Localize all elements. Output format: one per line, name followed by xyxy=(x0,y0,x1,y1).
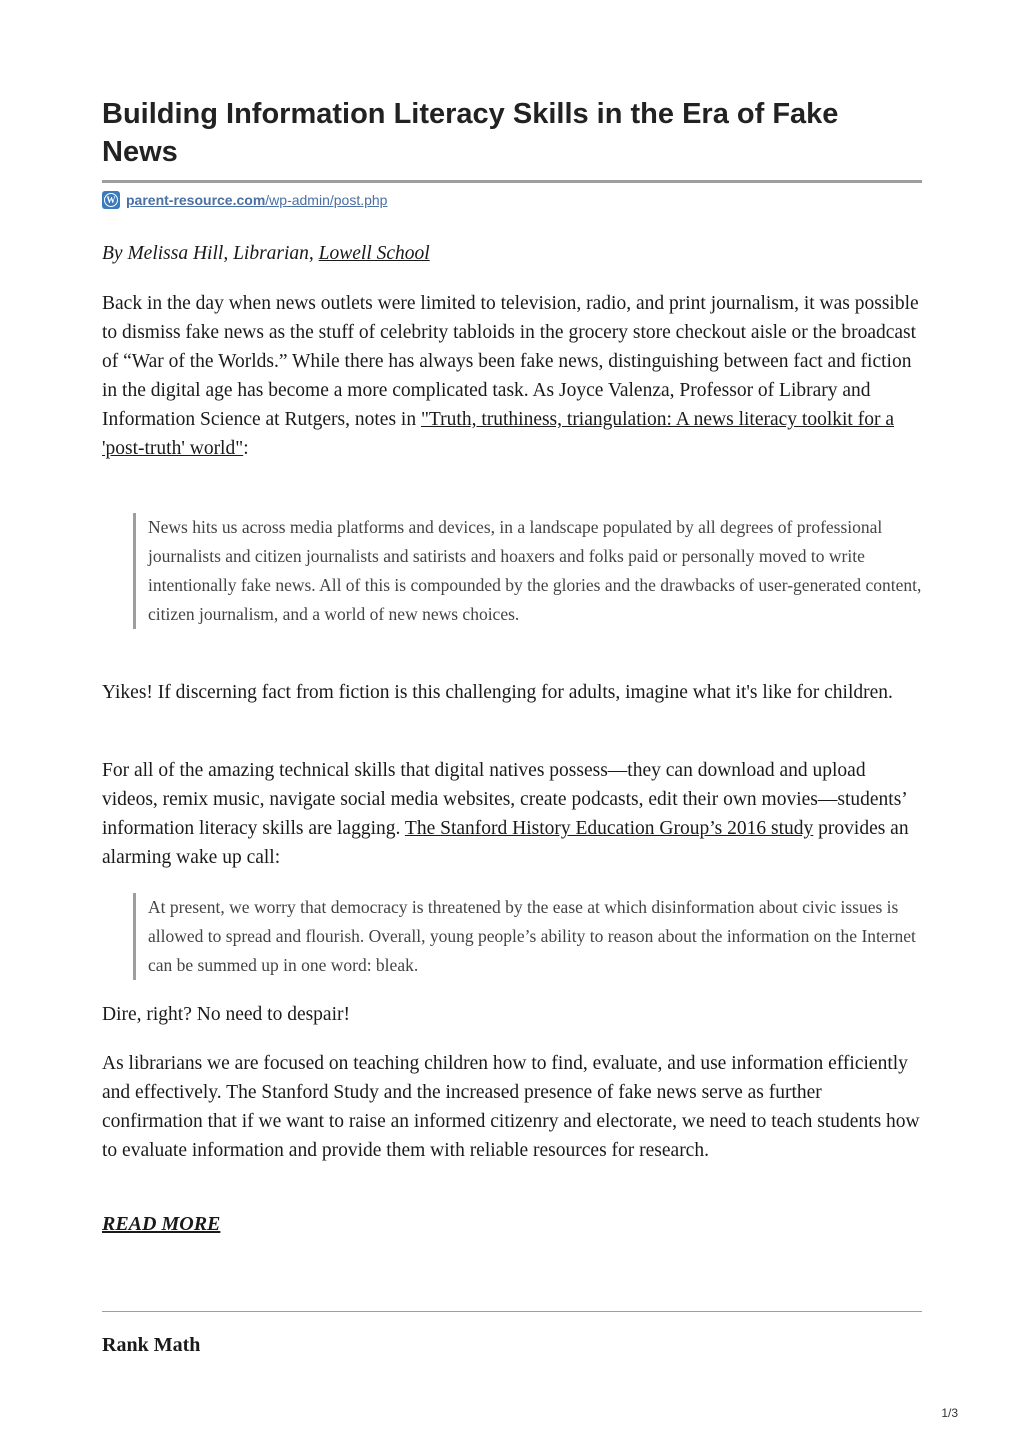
article-title: Building Information Literacy Skills in the Era of Fake News xyxy=(102,98,839,168)
blockquote-stanford: At present, we worry that democracy is threatened by the ease at which disinformation about civic issues is allowed to spread and flourish. Overall, young people’s ability to reason about the information on the Internet can be summed up in one word: bleak. xyxy=(133,893,922,980)
paragraph-intro xyxy=(102,289,922,463)
wordpress-icon: W xyxy=(102,191,120,209)
stanford-study-link[interactable]: The Stanford History Education Group’s 2016 study xyxy=(404,818,814,839)
paragraph-digital-natives-text: For all of the amazing technical skills that digital natives possess—they can download and upload videos, remix music, navigate social media websites, create podcasts, edit their own movies—students’ information literacy skills are lagging. xyxy=(102,760,907,839)
source-domain[interactable]: parent-resource.com xyxy=(126,192,266,208)
source-url[interactable] xyxy=(102,190,387,210)
read-more-link[interactable]: READ MORE xyxy=(102,1213,221,1235)
blockquote-valenza: News hits us across media platforms and devices, in a landscape populated by all degrees of professional journalists and citizen journalists and satirists and hoaxers and folks paid or personally moved to write intentionally fake news. All of this is compounded by the glories and the drawbacks of user-generated content, citizen journalism, and a world of new news choices. xyxy=(133,513,922,629)
toolkit-article-link[interactable]: "Truth, truthiness, triangulation: A news literacy toolkit for a 'post-truth' world" xyxy=(102,409,894,459)
source-path[interactable]: /wp-admin/post.php xyxy=(265,192,388,208)
paragraph-digital-natives xyxy=(102,756,922,872)
paragraph-intro-end: : xyxy=(243,438,249,459)
paragraph-librarians: As librarians we are focused on teaching children how to find, evaluate, and use information efficiently and effectively. The Stanford Study and the increased presence of fake news serve as further confirmation that if we want to raise an informed citizenry and electorate, we need to teach students how to evaluate information and provide them with reliable resources for research. xyxy=(102,1053,920,1161)
paragraph-dire: Dire, right? No need to despair! xyxy=(102,1004,350,1025)
paragraph-digital-natives-end: provides an alarming wake up call: xyxy=(102,818,909,868)
lowell-school-link[interactable]: Lowell School xyxy=(318,243,430,264)
section-divider xyxy=(102,1311,922,1312)
byline-text: By Melissa Hill, Librarian, xyxy=(102,243,319,264)
page-number: 1/3 xyxy=(941,1406,958,1420)
paragraph-yikes: Yikes! If discerning fact from fiction is this challenging for adults, imagine what it's like for children. xyxy=(102,682,893,703)
byline xyxy=(102,239,430,268)
section-title-rank-math: Rank Math xyxy=(102,1334,201,1356)
title-divider xyxy=(102,180,922,183)
paragraph-intro-text: Back in the day when news outlets were limited to television, radio, and print journalism, it was possible to dismiss fake news as the stuff of celebrity tabloids in the grocery store checkout aisle or the broadcast of “War of the Worlds.” While there has always been fake news, distinguishing between fact and fiction in the digital age has become a more complicated task. As Joyce Valenza, Professor of Library and Information Science at Rutgers, notes in xyxy=(102,293,919,430)
